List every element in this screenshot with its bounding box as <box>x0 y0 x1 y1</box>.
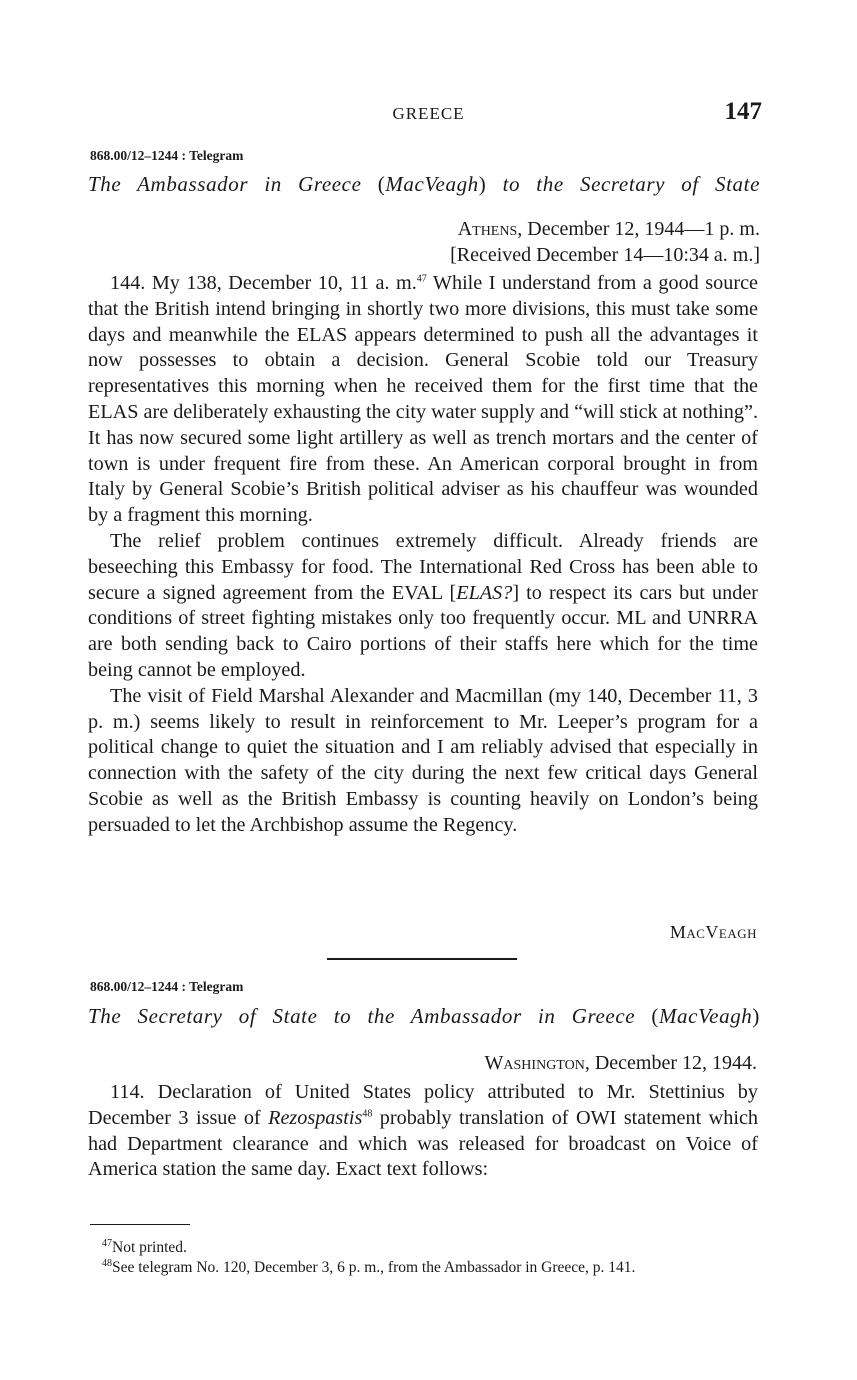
title-prefix: The Ambassador in Greece <box>88 172 378 196</box>
dateline-1 <box>458 218 760 241</box>
dateline-date: , December 12, 1944. <box>584 1052 757 1074</box>
footnote: $^{48}$See telegram No. 120, December 3, 6 p. m., from the Ambassador in Greece, p. 141. <box>102 1257 636 1276</box>
file-reference-2: 868.00/12–1244 : Telegram <box>90 979 244 994</box>
paragraph: The relief problem continues extremely difficult. Already friends are beseeching this Embassy for food. The International Red Cross has been able to secure a signed agreement from the EVAL [ELAS?] to respect its cars but under conditions of street fighting mistakes only too frequently occur. ML and UNRRA are both sending back to Cairo portions of their staffs here which for the time being cannot be employed. <box>88 529 758 681</box>
telegram-body-1 <box>88 271 758 839</box>
running-head: GREECE <box>392 104 465 123</box>
title-name: MacVeagh <box>658 1004 753 1028</box>
footnote-rule <box>90 1224 190 1225</box>
footnotes <box>88 1238 756 1277</box>
paragraph: 144. My 138, December 10, 11 a. m.$^{47}$ While I understand from a good source that the British intend bringing in shortly two more divisions, this must take some days and meanwhile the ELAS appears determined to push all the advantages it now possesses to obtain a decision. General Scobie told our Treasury representatives this morning when he received them for the first time that the ELAS are deliberately exhausting the city water supply and “will stick at nothing”. It has now secured some light artillery as well as trench mortars and the center of town is under frequent fire from these. An American corporal brought in from Italy by General Scobie’s British political adviser as his chauffeur was wounded by a fragment this morning. <box>88 272 758 527</box>
title-close-paren: ) <box>478 172 487 196</box>
telegram-body-2 <box>88 1080 758 1183</box>
title-close-paren: ) <box>752 1004 760 1028</box>
dateline-place: Washington <box>484 1052 585 1074</box>
title-prefix: The Secretary of State to the Ambassador in Greece <box>88 1004 652 1028</box>
title-suffix: to the Secretary of State <box>486 172 760 196</box>
dateline-2 <box>485 1052 757 1075</box>
dateline-date: , December 12, 1944—1 p. m. <box>517 218 760 240</box>
paragraph: The visit of Field Marshal Alexander and Macmillan (my 140, December 11, 3 p. m.) seems likely to result in reinforcement to Mr. Leeper’s program for a political change to quiet the situation and I am reliably advised that especially in connection with the safety of the city during the next few critical days General Scobie as well as the British Embassy is counting heavily on London’s being persuaded to let the Archbishop assume the Regency. <box>88 684 758 836</box>
paragraph: 114. Declaration of United States policy attributed to Mr. Stettinius by December 3 issue of Rezospastis$^{48}$ probably translation of OWI statement which had Department clearance and which was released for broadcast on Voice of America station the same day. Exact text follows: <box>88 1081 758 1181</box>
footnote-ref-48: 48 <box>362 1108 373 1120</box>
title-open-paren: ( <box>651 1004 659 1028</box>
page-number: 147 <box>724 98 762 125</box>
section-divider <box>327 958 517 960</box>
title-open-paren: ( <box>377 172 386 196</box>
dateline-place: Athens <box>457 218 518 240</box>
footnote-ref-47: 47 <box>416 273 427 285</box>
title-name: MacVeagh <box>385 172 479 196</box>
signature: MacVeagh <box>669 922 757 942</box>
received-line: [Received December 14—10:34 a. m.] <box>450 244 760 266</box>
document-title-2 <box>88 1004 760 1029</box>
document-title-1 <box>88 172 760 197</box>
footnote: $^{47}$Not printed. <box>102 1237 187 1256</box>
file-reference-1: 868.00/12–1244 : Telegram <box>90 148 244 163</box>
